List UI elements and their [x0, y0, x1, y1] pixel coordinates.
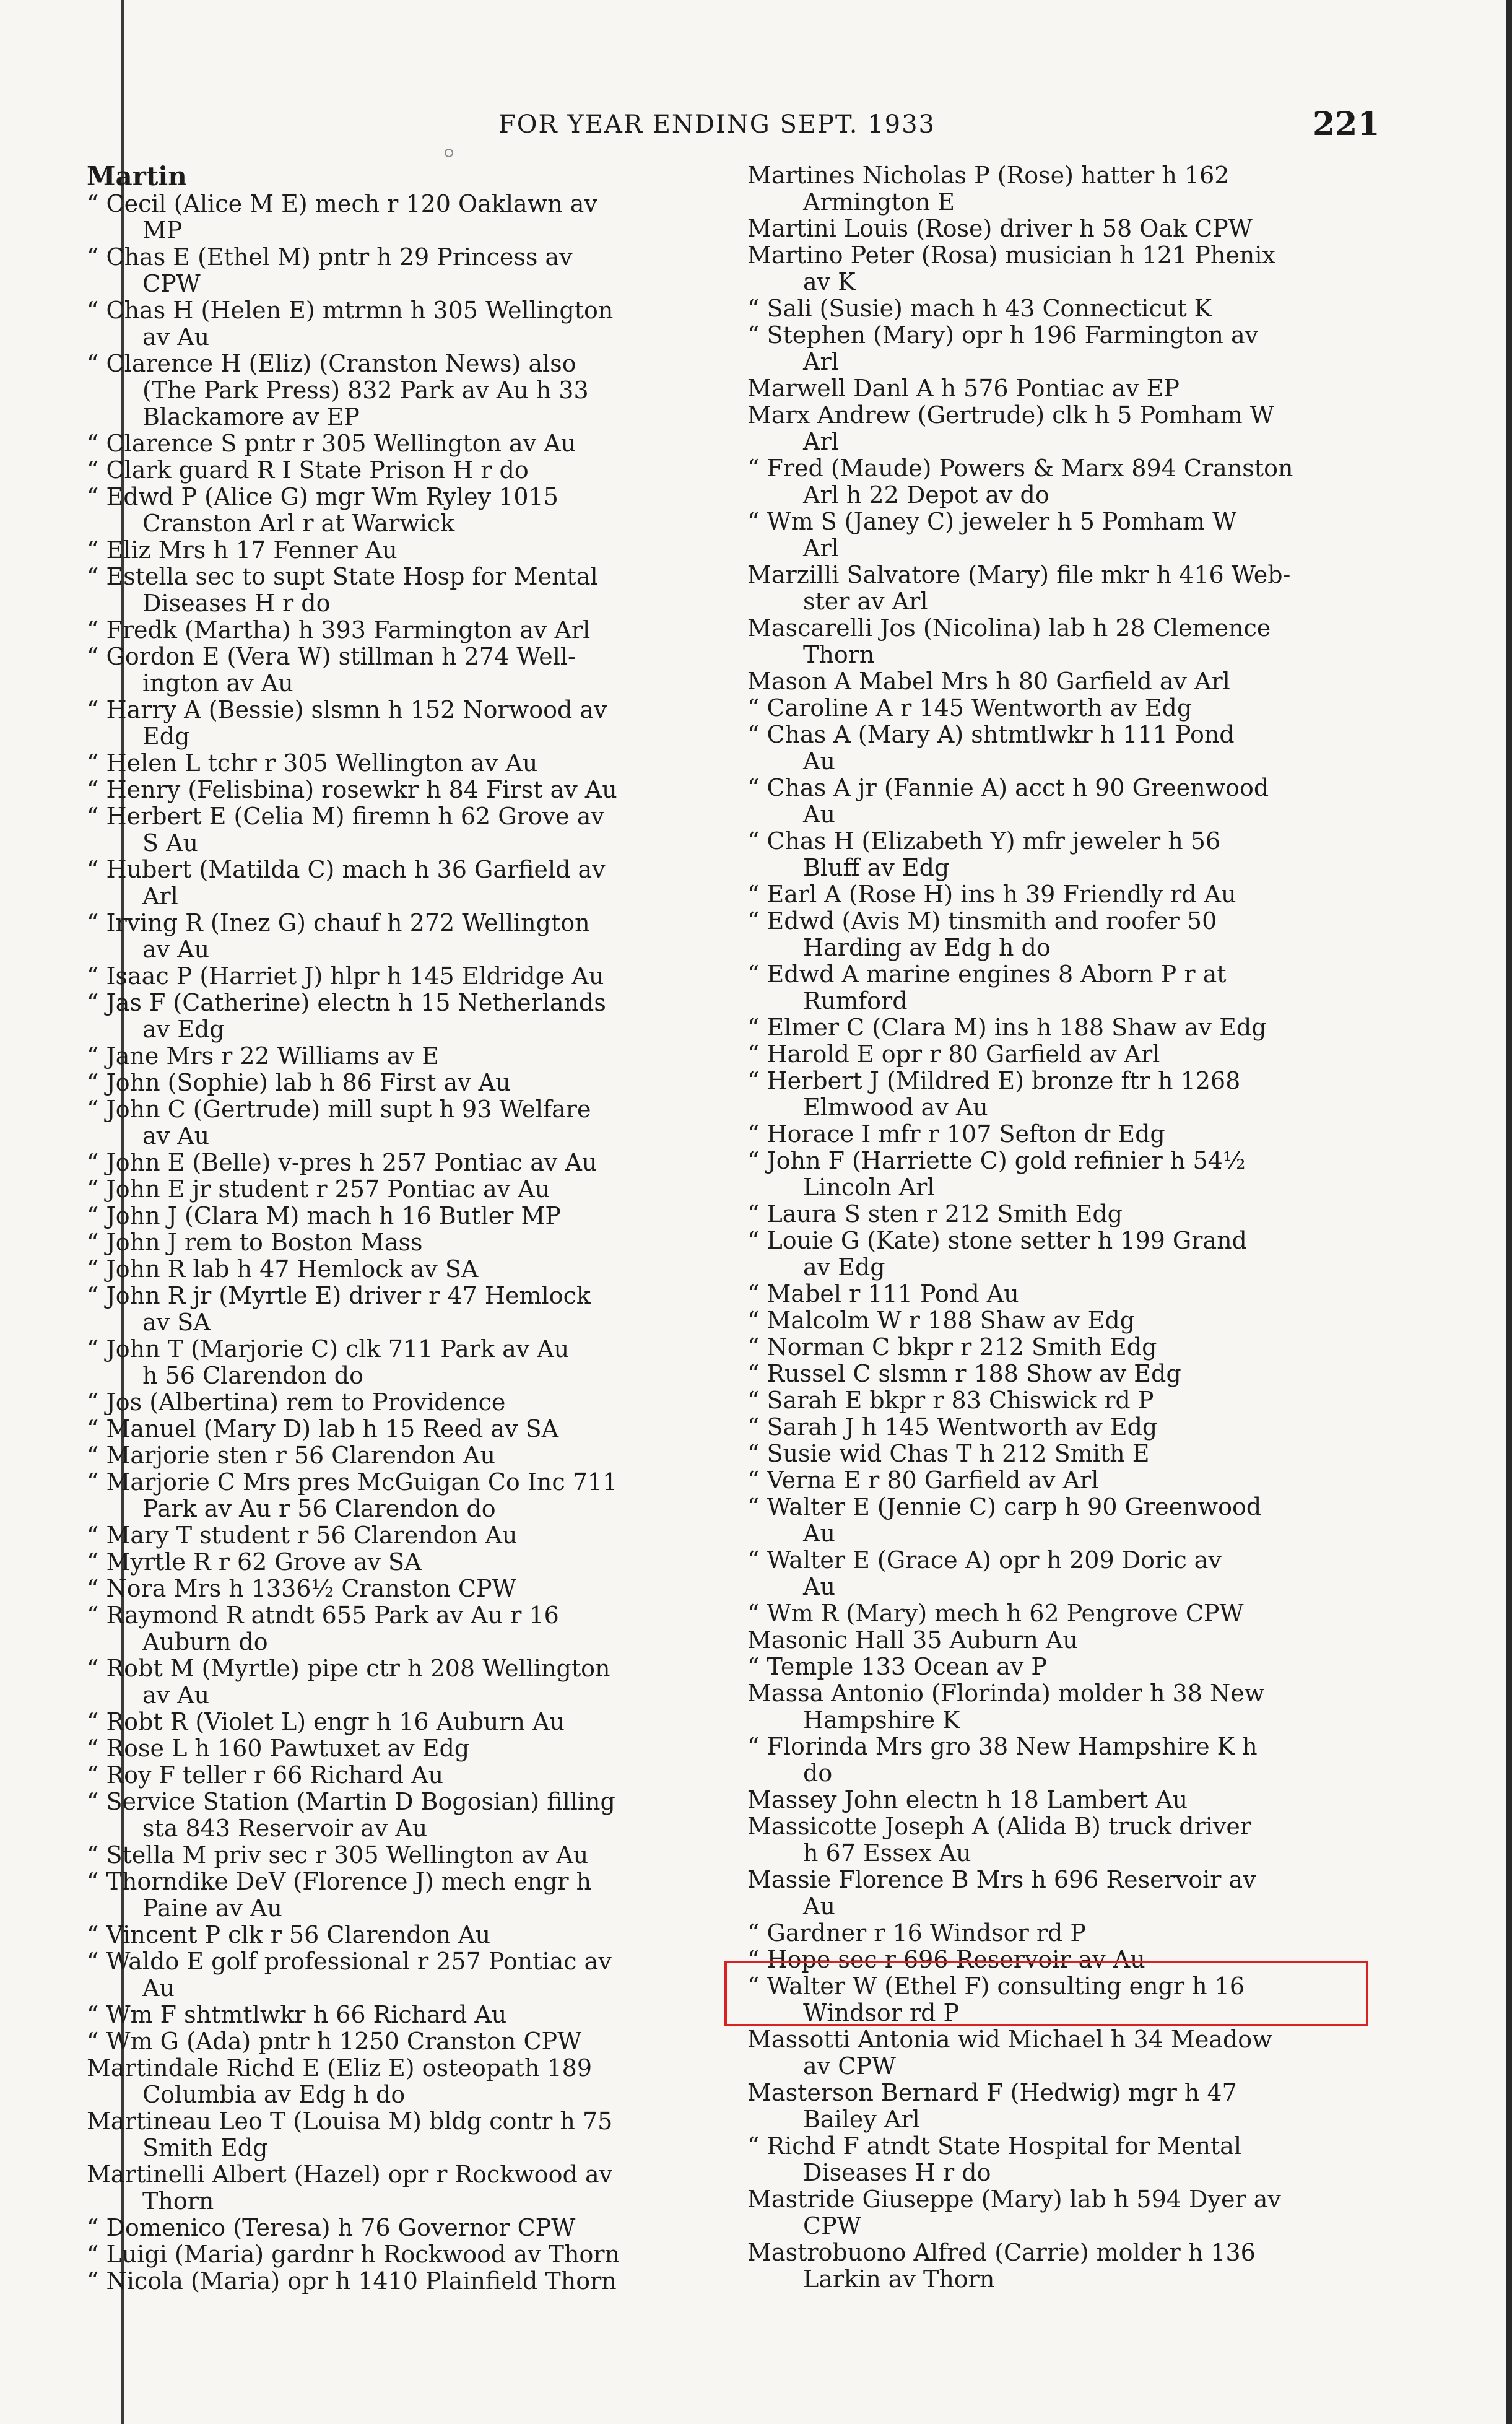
directory-entry: [87, 1389, 706, 1416]
entry-line: “ Fredk (Martha) h 393 Farmington av Arl: [87, 616, 591, 643]
entry-line: “ Raymond R atndt 655 Park av Au r 16: [87, 1602, 559, 1629]
entry-line: “ Chas H (Helen E) mtrmn h 305 Wellington: [87, 297, 614, 324]
entry-line: “ John F (Harriette C) gold refinier h 54½: [747, 1147, 1246, 1174]
entry-continuation: Blackamore av EP: [142, 403, 360, 430]
directory-entry: [747, 1281, 1366, 1307]
entry-continuation: av K: [803, 268, 856, 295]
entry-continuation: av SA: [142, 1309, 211, 1336]
entry-line: “ Marjorie sten r 56 Clarendon Au: [87, 1442, 495, 1469]
directory-entry: [747, 668, 1366, 695]
entry-line: “ Harold E opr r 80 Garfield av Arl: [747, 1040, 1160, 1068]
directory-entry: [87, 404, 706, 430]
directory-entry: [87, 191, 706, 244]
page-speck: [445, 149, 453, 157]
entry-line: “ Wm F shtmtlwkr h 66 Richard Au: [87, 2001, 507, 2028]
directory-entry: [87, 1203, 706, 1229]
directory-entry: [747, 1547, 1366, 1600]
entry-continuation: Edg: [142, 723, 190, 750]
entry-line: “ Stephen (Mary) opr h 196 Farmington av: [747, 321, 1259, 349]
entry-line: “ Helen L tchr r 305 Wellington av Au: [87, 749, 538, 777]
directory-entry: [747, 828, 1366, 881]
directory-entry: [87, 1416, 706, 1442]
entry-line: “ Elmer C (Clara M) ins h 188 Shaw av Edg: [747, 1014, 1267, 1041]
entry-line: “ Sarah E bkpr r 83 Chiswick rd P: [747, 1387, 1154, 1414]
directory-entry: [747, 402, 1366, 455]
directory-entry: [747, 1041, 1366, 1068]
entry-continuation: Bluff av Edg: [803, 854, 950, 881]
directory-entry: [87, 1070, 706, 1096]
directory-entry: [747, 1334, 1366, 1361]
directory-entry: [747, 1068, 1366, 1121]
entry-line: Massa Antonio (Florinda) molder h 38 New: [747, 1680, 1265, 1707]
directory-entry: [747, 1121, 1366, 1148]
directory-entry: [87, 1043, 706, 1070]
directory-entry: [747, 1733, 1366, 1787]
entry-line: Marzilli Salvatore (Mary) file mkr h 416 Web-: [747, 561, 1291, 588]
entry-line: “ Jane Mrs r 22 Williams av E: [87, 1042, 439, 1070]
entry-line: “ Laura S sten r 212 Smith Edg: [747, 1200, 1123, 1227]
directory-entry: [87, 1709, 706, 1735]
entry-continuation: av Au: [142, 1681, 210, 1709]
directory-entry: [87, 1948, 706, 2002]
directory-entry: [747, 1227, 1366, 1281]
entry-line: “ Richd F atndt State Hospital for Mental: [747, 2132, 1242, 2160]
entry-line: “ Russel C slsmn r 188 Show av Edg: [747, 1360, 1181, 1387]
directory-entry: [747, 1387, 1366, 1414]
entry-line: “ Louie G (Kate) stone setter h 199 Grand: [747, 1227, 1247, 1254]
left-column: [87, 162, 706, 2295]
entry-line: Martin: [87, 161, 187, 191]
directory-entry: [87, 643, 706, 697]
entry-line: “ Wm G (Ada) pntr h 1250 Cranston CPW: [87, 2028, 582, 2055]
directory-entry: [87, 910, 706, 963]
directory-entry: [87, 1762, 706, 1789]
entry-continuation: CPW: [142, 270, 201, 297]
entry-continuation: h 56 Clarendon do: [142, 1362, 363, 1389]
entry-line: “ Rose L h 160 Pawtuxet av Edg: [87, 1735, 470, 1762]
entry-line: “ Herbert J (Mildred E) bronze ftr h 1268: [747, 1067, 1241, 1094]
entry-line: “ Gordon E (Vera W) stillman h 274 Well-: [87, 643, 576, 670]
entry-continuation: Hampshire K: [803, 1706, 960, 1733]
directory-entry: [87, 697, 706, 750]
directory-entry: [87, 457, 706, 484]
entry-line: “ Robt R (Violet L) engr h 16 Auburn Au: [87, 1708, 565, 1735]
directory-entry: [747, 615, 1366, 668]
entry-continuation: ington av Au: [142, 669, 293, 697]
directory-entry: [747, 1920, 1366, 1947]
entry-continuation: av Au: [142, 936, 210, 963]
entry-line: “ Temple 133 Ocean av P: [747, 1653, 1047, 1680]
directory-entry: [87, 1735, 706, 1762]
entry-line: “ John C (Gertrude) mill supt h 93 Welfare: [87, 1096, 591, 1123]
entry-line: “ Vincent P clk r 56 Clarendon Au: [87, 1921, 491, 1948]
entry-continuation: Arl: [803, 348, 839, 375]
directory-entry: [87, 1469, 706, 1522]
entry-continuation: Rumford: [803, 987, 908, 1014]
entry-line: Mason A Mabel Mrs h 80 Garfield av Arl: [747, 668, 1230, 695]
entry-line: Martines Nicholas P (Rose) hatter h 162: [747, 162, 1230, 189]
entry-line: Mascarelli Jos (Nicolina) lab h 28 Clemence: [747, 614, 1271, 642]
entry-line: “ Caroline A r 145 Wentworth av Edg: [747, 694, 1193, 722]
entry-line: “ Manuel (Mary D) lab h 15 Reed av SA: [87, 1415, 559, 1442]
directory-entry: [87, 1549, 706, 1576]
entry-continuation: ster av Arl: [803, 588, 928, 615]
directory-entry: [87, 244, 706, 297]
directory-entry: [87, 2241, 706, 2268]
directory-entry: [747, 1654, 1366, 1680]
entry-continuation: Au: [803, 1573, 835, 1600]
directory-entry: [747, 1600, 1366, 1627]
entry-continuation: sta 843 Reservoir av Au: [142, 1815, 428, 1842]
entry-continuation: Bailey Arl: [803, 2106, 920, 2133]
entry-line: “ John E jr student r 257 Pontiac av Au: [87, 1175, 550, 1203]
entry-line: Martino Peter (Rosa) musician h 121 Phenix: [747, 242, 1275, 269]
entry-line: Massie Florence B Mrs h 696 Reservoir av: [747, 1866, 1256, 1893]
entry-line: “ Marjorie C Mrs pres McGuigan Co Inc 711: [87, 1468, 618, 1496]
entry-line: “ John J rem to Boston Mass: [87, 1229, 423, 1256]
directory-entry: [87, 963, 706, 990]
entry-line: “ Sali (Susie) mach h 43 Connecticut K: [747, 295, 1212, 322]
directory-entry: [87, 1283, 706, 1336]
entry-continuation: CPW: [803, 2212, 861, 2239]
entry-line: Martinelli Albert (Hazel) opr r Rockwood av: [87, 2161, 613, 2188]
entry-line: “ Susie wid Chas T h 212 Smith E: [747, 1440, 1150, 1467]
entry-line: “ Jos (Albertina) rem to Providence: [87, 1389, 506, 1416]
directory-entry: [87, 2268, 706, 2295]
entry-line: “ Norman C bkpr r 212 Smith Edg: [747, 1333, 1157, 1361]
entry-line: “ Nora Mrs h 1336½ Cranston CPW: [87, 1575, 516, 1602]
entry-line: “ Harry A (Bessie) slsmn h 152 Norwood av: [87, 696, 607, 723]
entry-line: “ Earl A (Rose H) ins h 39 Friendly rd Au: [747, 881, 1236, 908]
directory-entry: [87, 1522, 706, 1549]
directory-entry: [87, 1442, 706, 1469]
entry-line: “ Eliz Mrs h 17 Fenner Au: [87, 536, 398, 564]
entry-continuation: av Edg: [803, 1253, 885, 1281]
entry-line: Masterson Bernard F (Hedwig) mgr h 47: [747, 2079, 1237, 2106]
entry-line: “ Mabel r 111 Pond Au: [747, 1280, 1019, 1307]
entry-line: Martineau Leo T (Louisa M) bldg contr h 75: [87, 2108, 613, 2135]
entry-line: “ John (Sophie) lab h 86 First av Au: [87, 1069, 511, 1096]
directory-entry: [747, 295, 1366, 322]
directory-entry: [747, 2186, 1366, 2239]
directory-entry: [747, 1148, 1366, 1201]
directory-entry: [747, 1441, 1366, 1467]
entry-line: “ Cecil (Alice M E) mech r 120 Oaklawn av: [87, 190, 597, 217]
entry-continuation: av Au: [142, 1122, 210, 1149]
entry-continuation: Smith Edg: [142, 2134, 268, 2161]
entry-line: “ John R jr (Myrtle E) driver r 47 Hemlock: [87, 1282, 591, 1309]
directory-entry: [747, 1414, 1366, 1441]
entry-line: “ Domenico (Teresa) h 76 Governor CPW: [87, 2214, 576, 2241]
directory-entry: [747, 1494, 1366, 1547]
entry-line: Marwell Danl A h 576 Pontiac av EP: [747, 375, 1180, 402]
entry-line: “ Gardner r 16 Windsor rd P: [747, 1919, 1086, 1947]
directory-entry: [747, 722, 1366, 775]
entry-continuation: Larkin av Thorn: [803, 2265, 995, 2293]
directory-entry: [87, 1096, 706, 1149]
entry-line: “ Walter W (Ethel F) consulting engr h 16: [747, 1973, 1245, 2000]
highlight-box: [724, 1961, 1368, 2026]
entry-continuation: MP: [142, 217, 183, 244]
directory-entry: [747, 162, 1366, 216]
directory-entry: [747, 375, 1366, 402]
entry-line: “ Service Station (Martin D Bogosian) filling: [87, 1788, 615, 1815]
entry-continuation: Auburn do: [142, 1628, 268, 1655]
directory-entry: [747, 881, 1366, 908]
directory-entry: [747, 322, 1366, 375]
entry-line: “ Waldo E golf professional r 257 Pontiac av: [87, 1948, 612, 1975]
entry-continuation: (The Park Press) 832 Park av Au h 33: [142, 377, 589, 404]
directory-entry: [87, 1842, 706, 1868]
entry-line: “ Mary T student r 56 Clarendon Au: [87, 1522, 518, 1549]
directory-entry: [87, 750, 706, 777]
entry-line: “ John J (Clara M) mach h 16 Butler MP: [87, 1202, 561, 1229]
entry-line: “ Isaac P (Harriet J) hlpr h 145 Eldridge Au: [87, 962, 604, 990]
directory-entry: [747, 1467, 1366, 1494]
directory-entry: [87, 990, 706, 1043]
directory-entry: [747, 1201, 1366, 1227]
entry-continuation: Arl: [803, 428, 839, 455]
entry-continuation: Arl: [803, 534, 839, 562]
entry-continuation: Lincoln Arl: [803, 1174, 935, 1201]
entry-line: Massicotte Joseph A (Alida B) truck driver: [747, 1813, 1252, 1840]
entry-line: “ Irving R (Inez G) chauf h 272 Wellington: [87, 909, 590, 936]
entry-continuation: Thorn: [142, 2187, 214, 2215]
entry-line: “ Florinda Mrs gro 38 New Hampshire K h: [747, 1733, 1258, 1760]
entry-line: “ Roy F teller r 66 Richard Au: [87, 1761, 444, 1789]
entry-line: “ Walter E (Jennie C) carp h 90 Greenwood: [747, 1493, 1262, 1520]
directory-entry: [87, 857, 706, 910]
entry-continuation: av Au: [142, 323, 210, 351]
entry-continuation: Harding av Edg h do: [803, 934, 1051, 961]
entry-continuation: av Edg: [142, 1016, 225, 1043]
entry-line: “ Robt M (Myrtle) pipe ctr h 208 Wellington: [87, 1655, 610, 1682]
entry-line: “ Estella sec to supt State Hosp for Mental: [87, 563, 598, 590]
entry-continuation: Au: [803, 801, 835, 828]
entry-line: “ Walter E (Grace A) opr h 209 Doric av: [747, 1546, 1222, 1574]
entry-continuation: Au: [803, 1520, 835, 1547]
directory-entry: [747, 1627, 1366, 1654]
directory-entry: [87, 803, 706, 857]
entry-continuation: av CPW: [803, 2052, 896, 2080]
entry-line: “ John R lab h 47 Hemlock av SA: [87, 1255, 479, 1283]
directory-entry: [87, 777, 706, 803]
directory-entry: [747, 2239, 1366, 2293]
entry-line: “ Jas F (Catherine) electn h 15 Netherlands: [87, 989, 606, 1016]
directory-entry: [87, 2028, 706, 2055]
directory-entry: [87, 1149, 706, 1176]
entry-continuation: Windsor rd P: [803, 1999, 960, 2026]
entry-line: “ Fred (Maude) Powers & Marx 894 Cranston: [747, 455, 1293, 482]
entry-line: “ Clarence H (Eliz) (Cranston News) also: [87, 350, 576, 377]
directory-entry: [747, 242, 1366, 295]
entry-line: “ Wm R (Mary) mech h 62 Pengrove CPW: [747, 1600, 1244, 1627]
entry-line: Massey John electn h 18 Lambert Au: [747, 1786, 1188, 1813]
directory-entry: [747, 216, 1366, 242]
entry-continuation: S Au: [142, 829, 199, 857]
entry-continuation: Arl: [142, 883, 178, 910]
entry-line: “ Thorndike DeV (Florence J) mech engr h: [87, 1868, 592, 1895]
entry-line: “ Edwd P (Alice G) mgr Wm Ryley 1015: [87, 483, 558, 510]
entry-line: “ Sarah J h 145 Wentworth av Edg: [747, 1413, 1158, 1441]
entry-continuation: Au: [803, 748, 835, 775]
entry-line: “ John E (Belle) v-pres h 257 Pontiac av Au: [87, 1149, 597, 1176]
directory-entry: [87, 430, 706, 457]
directory-entry: [87, 1655, 706, 1709]
directory-entry: [747, 1680, 1366, 1733]
entry-line: “ Chas A (Mary A) shtmtlwkr h 111 Pond: [747, 721, 1235, 748]
directory-entry: [87, 1229, 706, 1256]
entry-line: “ Clark guard R I State Prison H r do: [87, 456, 529, 484]
directory-entry: [87, 351, 706, 404]
entry-continuation: Columbia av Edg h do: [142, 2081, 406, 2108]
directory-entry: [87, 1336, 706, 1389]
entry-line: “ Chas A jr (Fannie A) acct h 90 Greenwood: [747, 774, 1269, 801]
directory-entry: [87, 162, 706, 191]
entry-continuation: Cranston Arl r at Warwick: [142, 510, 455, 537]
entry-line: “ Herbert E (Celia M) firemn h 62 Grove av: [87, 803, 604, 830]
directory-entry: [747, 1813, 1366, 1867]
entry-line: “ Nicola (Maria) opr h 1410 Plainfield Thorn: [87, 2267, 617, 2295]
entry-continuation: Thorn: [803, 641, 875, 668]
entry-continuation: Diseases H r do: [803, 2159, 991, 2186]
directory-entry: [747, 1361, 1366, 1387]
directory-entry: [87, 1789, 706, 1842]
entry-line: Marx Andrew (Gertrude) clk h 5 Pomham W: [747, 401, 1274, 429]
directory-entry: [87, 297, 706, 351]
entry-line: “ John T (Marjorie C) clk 711 Park av Au: [87, 1335, 570, 1362]
directory-entry: [747, 1787, 1366, 1813]
entry-continuation: Paine av Au: [142, 1894, 282, 1922]
directory-entry: [747, 2026, 1366, 2080]
entry-line: “ Chas H (Elizabeth Y) mfr jeweler h 56: [747, 827, 1221, 855]
directory-entry: [87, 564, 706, 617]
entry-continuation: Park av Au r 56 Clarendon do: [142, 1495, 496, 1522]
entry-line: Martindale Richd E (Eliz E) osteopath 189: [87, 2054, 593, 2082]
directory-entry: [747, 455, 1366, 508]
entry-continuation: Elmwood av Au: [803, 1094, 988, 1121]
directory-entry: [87, 2055, 706, 2108]
directory-entry: [87, 484, 706, 537]
directory-entry: [87, 2108, 706, 2161]
entry-continuation: h 67 Essex Au: [803, 1839, 971, 1867]
entry-line: “ Myrtle R r 62 Grove av SA: [87, 1548, 422, 1576]
page-number: 221: [1313, 105, 1380, 143]
entry-continuation: Au: [803, 1893, 835, 1920]
directory-entry: [747, 2080, 1366, 2133]
entry-continuation: Diseases H r do: [142, 590, 331, 617]
directory-entry: [747, 1307, 1366, 1334]
page-header: [0, 105, 1512, 147]
entry-line: Mastrobuono Alfred (Carrie) molder h 136: [747, 2239, 1256, 2266]
directory-entry: [747, 695, 1366, 722]
directory-entry: [747, 775, 1366, 828]
directory-entry: [87, 2161, 706, 2215]
directory-entry: [747, 1867, 1366, 1920]
running-head: FOR YEAR ENDING SEPT. 1933: [498, 110, 936, 139]
entry-line: “ Edwd A marine engines 8 Aborn P r at: [747, 961, 1227, 988]
entry-line: “ Clarence S pntr r 305 Wellington av Au: [87, 430, 576, 457]
entry-continuation: Armington E: [803, 188, 955, 216]
entry-line: Mastride Giuseppe (Mary) lab h 594 Dyer av: [747, 2186, 1281, 2213]
entry-line: Martini Louis (Rose) driver h 58 Oak CPW: [747, 215, 1253, 242]
directory-entry: [87, 537, 706, 564]
entry-continuation: Arl h 22 Depot av do: [803, 481, 1049, 508]
entry-line: “ Wm S (Janey C) jeweler h 5 Pomham W: [747, 508, 1237, 535]
directory-entry: [747, 562, 1366, 615]
directory-entry: [87, 1176, 706, 1203]
entry-line: “ Stella M priv sec r 305 Wellington av Au: [87, 1841, 589, 1868]
directory-entry: [87, 1868, 706, 1922]
directory-entry: [87, 2002, 706, 2028]
directory-entry: [87, 1922, 706, 1948]
directory-entry: [87, 617, 706, 643]
directory-entry: [747, 2133, 1366, 2186]
entry-line: “ Henry (Felisbina) rosewkr h 84 First av Au: [87, 776, 617, 803]
entry-continuation: Au: [142, 1974, 175, 2002]
directory-entry: [747, 1014, 1366, 1041]
entry-line: “ Malcolm W r 188 Shaw av Edg: [747, 1307, 1135, 1334]
entry-line: “ Chas E (Ethel M) pntr h 29 Princess av: [87, 243, 573, 271]
directory-entry: [747, 508, 1366, 562]
directory-entry: [87, 1602, 706, 1655]
entry-line: “ Hubert (Matilda C) mach h 36 Garfield av: [87, 856, 606, 883]
directory-entry: [747, 961, 1366, 1014]
directory-entry: [747, 908, 1366, 961]
entry-line: “ Luigi (Maria) gardnr h Rockwood av Thorn: [87, 2241, 620, 2268]
entry-continuation: do: [803, 1759, 833, 1787]
directory-entry: [87, 2215, 706, 2241]
directory-entry: [87, 1576, 706, 1602]
entry-line: “ Edwd (Avis M) tinsmith and roofer 50: [747, 907, 1217, 935]
entry-line: “ Horace I mfr r 107 Sefton dr Edg: [747, 1120, 1165, 1148]
directory-entry: [87, 1256, 706, 1283]
entry-line: “ Verna E r 80 Garfield av Arl: [747, 1467, 1099, 1494]
entry-line: Masonic Hall 35 Auburn Au: [747, 1626, 1078, 1654]
entry-line: “ Hope sec r 696 Reservoir av Au: [747, 1946, 1145, 1973]
entry-line: Massotti Antonia wid Michael h 34 Meadow: [747, 2026, 1272, 2053]
